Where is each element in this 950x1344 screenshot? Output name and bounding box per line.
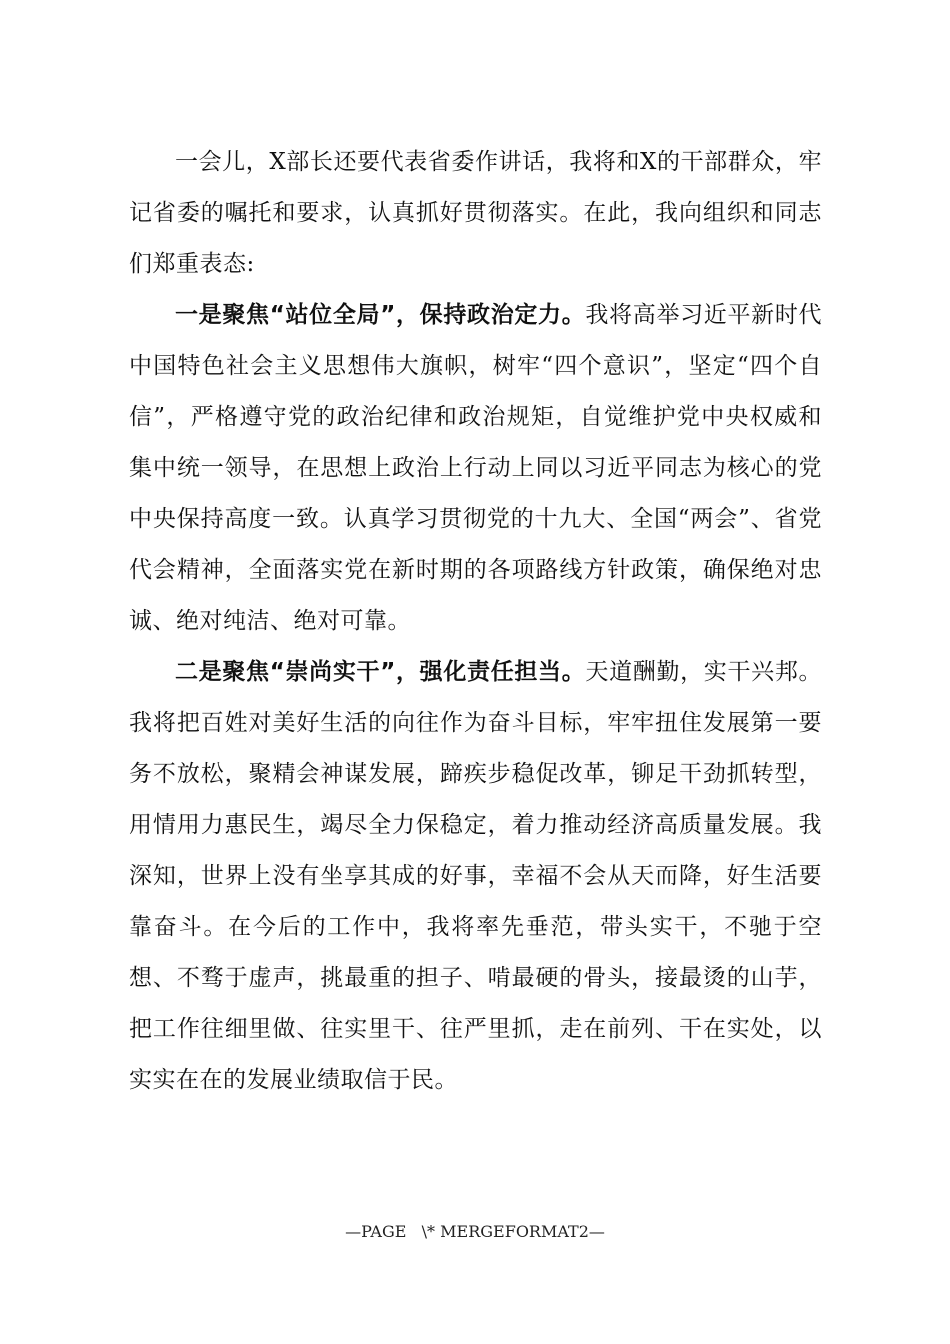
page-footer: —PAGE \* MERGEFORMAT2— [345,1222,605,1241]
paragraph-text: 一会儿，X部长还要代表省委作讲话，我将和X的干部群众，牢记省委的嘱托和要求，认真抓好贯彻落实。在此，我向组织和同志们郑重表态: [129,149,822,277]
paragraph-lead: 一是聚焦“站位全局”，保持政治定力。 [175,302,586,328]
document-body [129,137,822,1106]
paragraph-lead: 二是聚焦“崇尚实干”，强化责任担当。 [175,659,586,685]
paragraph-point-two [129,647,822,1106]
paragraph-intro [129,137,822,290]
paragraph-text: 我将高举习近平新时代中国特色社会主义思想伟大旗帜，树牢“四个意识”，坚定“四个自信”，严格遵守党的政治纪律和政治规矩，自觉维护党中央权威和集中统一领导，在思想上政治上行动上同以习近平同志为核心的党中央保持高度一致。认真学习贯彻党的十九大、全国“两会”、省党代会精神，全面落实党在新时期的各项路线方针政策，确保绝对忠诚、绝对纯洁、绝对可靠。 [129,302,823,634]
paragraph-text: 天道酬勤，实干兴邦。我将把百姓对美好生活的向往作为奋斗目标，牢牢扭住发展第一要务不放松，聚精会神谋发展，蹄疾步稳促改革，铆足干劲抓转型，用情用力惠民生，竭尽全力保稳定，着力推动经济高质量发展。我深知，世界上没有坐享其成的好事，幸福不会从天而降，好生活要靠奋斗。在今后的工作中，我将率先垂范，带头实干，不驰于空想、不骛于虚声，挑最重的担子、啃最硬的骨头，接最烫的山芋，把工作往细里做、往实里干、往严里抓，走在前列、干在实处，以实实在在的发展业绩取信于民。 [129,659,823,1093]
paragraph-point-one [129,290,822,647]
